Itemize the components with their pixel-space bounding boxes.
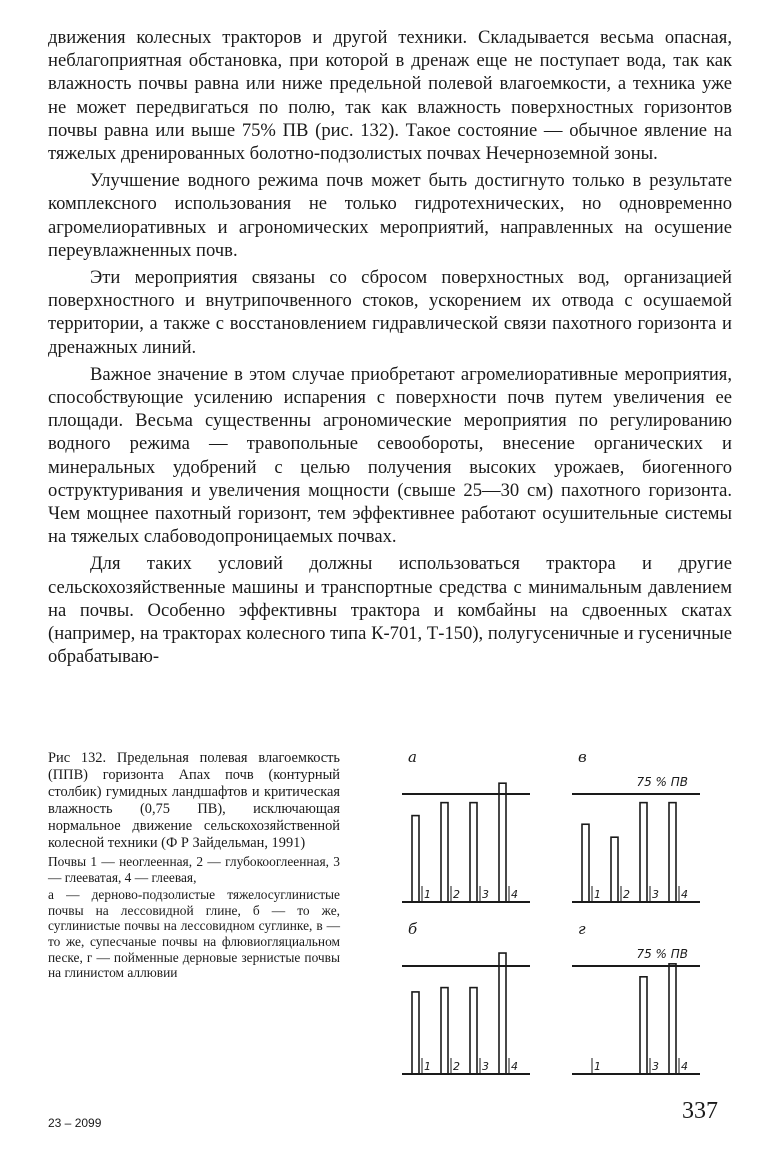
bar-label: 4 — [681, 1060, 688, 1073]
bar-label: 2 — [453, 1060, 460, 1073]
bar — [499, 953, 506, 1074]
bar — [582, 824, 589, 902]
bar-label: 2 — [453, 888, 460, 901]
reference-label: 75 % ПВ — [636, 775, 688, 789]
panel-letter: в — [578, 748, 587, 766]
bar-label: 3 — [482, 1060, 489, 1073]
bar-label: 3 — [652, 1060, 659, 1073]
bar-label: 3 — [482, 888, 489, 901]
figure-caption — [48, 750, 340, 983]
panel-letter: г — [578, 920, 586, 938]
paragraph-2: Улучшение водного режима почв может быть достигнуто только в результате комплексного использования не только гидротехнических, но одновременно агромелиоративных и агрономических мероприятий, направленных на осушение переувлажненных почв. — [48, 170, 732, 261]
caption-panels: а — дерново-подзолистые тяжелосуглинистые почвы на лессовидной глине, б — то же, суглинистые почвы на лессовидном суглинке, в — то же, супесчаные почвы на флювиогляциальном песке, г — пойменные дерновые зернистые почвы на глинистом аллювии — [48, 887, 340, 981]
bar — [669, 803, 676, 902]
caption-soils: Почвы 1 — неоглеенная, 2 — глубокооглеенная, 3 — глееватая, 4 — глеевая, — [48, 854, 340, 885]
figure-132 — [380, 744, 720, 1089]
panel-v — [572, 748, 700, 902]
bar — [669, 964, 676, 1074]
paragraph-5: Для таких условий должны использоваться трактора и другие сельскохозяйственные машины и транспортные средства с минимальным давлением на почвы. Особенно эффективны трактора и комбайны на сдвоенных скатах (например, на тракторах колесного типа К-701, Т-150), полугусеничные и гусеничные обрабатываю- — [48, 553, 732, 668]
bar-label: 3 — [652, 888, 659, 901]
bar — [611, 837, 618, 902]
caption-title: Рис 132. Предельная полевая влагоемкость (ППВ) горизонта Апах почв (контурный столбик) гумидных ландшафтов и критическая влажность (0,75 ПВ), исключающая нормальное движение сельскохозяйственной колесной техники (Ф Р Зайдельман, 1991) — [48, 750, 340, 851]
bar — [640, 977, 647, 1074]
body-text — [48, 26, 732, 668]
bar-label: 1 — [594, 888, 601, 901]
bar — [412, 992, 419, 1074]
bar-label: 1 — [594, 1060, 601, 1073]
page-number: 337 — [682, 1098, 718, 1124]
bar-label: 4 — [511, 1060, 518, 1073]
bar-label: 4 — [511, 888, 518, 901]
panel-letter: а — [408, 748, 417, 766]
bar — [412, 816, 419, 902]
footer-code: 23 – 2099 — [48, 1116, 102, 1130]
bar — [640, 803, 647, 902]
bar-label: 1 — [424, 1060, 431, 1073]
bar-label: 1 — [424, 888, 431, 901]
panel-b — [402, 920, 530, 1074]
bar — [499, 783, 506, 902]
panel-g — [572, 920, 700, 1074]
panel-letter: б — [408, 920, 418, 938]
bar — [441, 803, 448, 902]
reference-label: 75 % ПВ — [636, 947, 688, 961]
bar — [470, 988, 477, 1074]
bar — [441, 988, 448, 1074]
paragraph-1: движения колесных тракторов и другой техники. Складывается весьма опасная, неблагоприятная обстановка, при которой в дренаж еще не поступает вода, так как влажность почвы равна или ниже предельной полевой влагоемкости, а техника уже не может передвигаться по полю, так как влажность поверхностных горизонтов почвы равна или выше 75% ПВ (рис. 132). Такое состояние — обычное явление на тяжелых дренированных болотно-подзолистых почвах Нечерноземной зоны. — [48, 27, 732, 165]
paragraph-3: Эти мероприятия связаны со сбросом поверхностных вод, организацией поверхностного и внутрипочвенного стоков, ускорением их отвода с осушаемой территории, а также с восстановлением гидравлической связи пахотного горизонта и дренажных линий. — [48, 267, 732, 358]
panel-a — [402, 748, 530, 902]
bar — [470, 803, 477, 902]
paragraph-4: Важное значение в этом случае приобретают агромелиоративные мероприятия, способствующие усилению испарения с поверхности почв путем увеличения ее площади. Весьма существенны агрономические мероприятия по регулированию водного режима — травопольные севообороты, внесение органических и минеральных удобрений с целью получения высоких урожаев, биогенного оструктуривания и увеличения мощности (свыше 25—30 см) пахотного горизонта. Чем мощнее пахотный горизонт, тем эффективнее работают осушительные системы на тяжелых слабоводопроницаемых почвах. — [48, 363, 732, 548]
bar-label: 2 — [623, 888, 630, 901]
bar-label: 4 — [681, 888, 688, 901]
